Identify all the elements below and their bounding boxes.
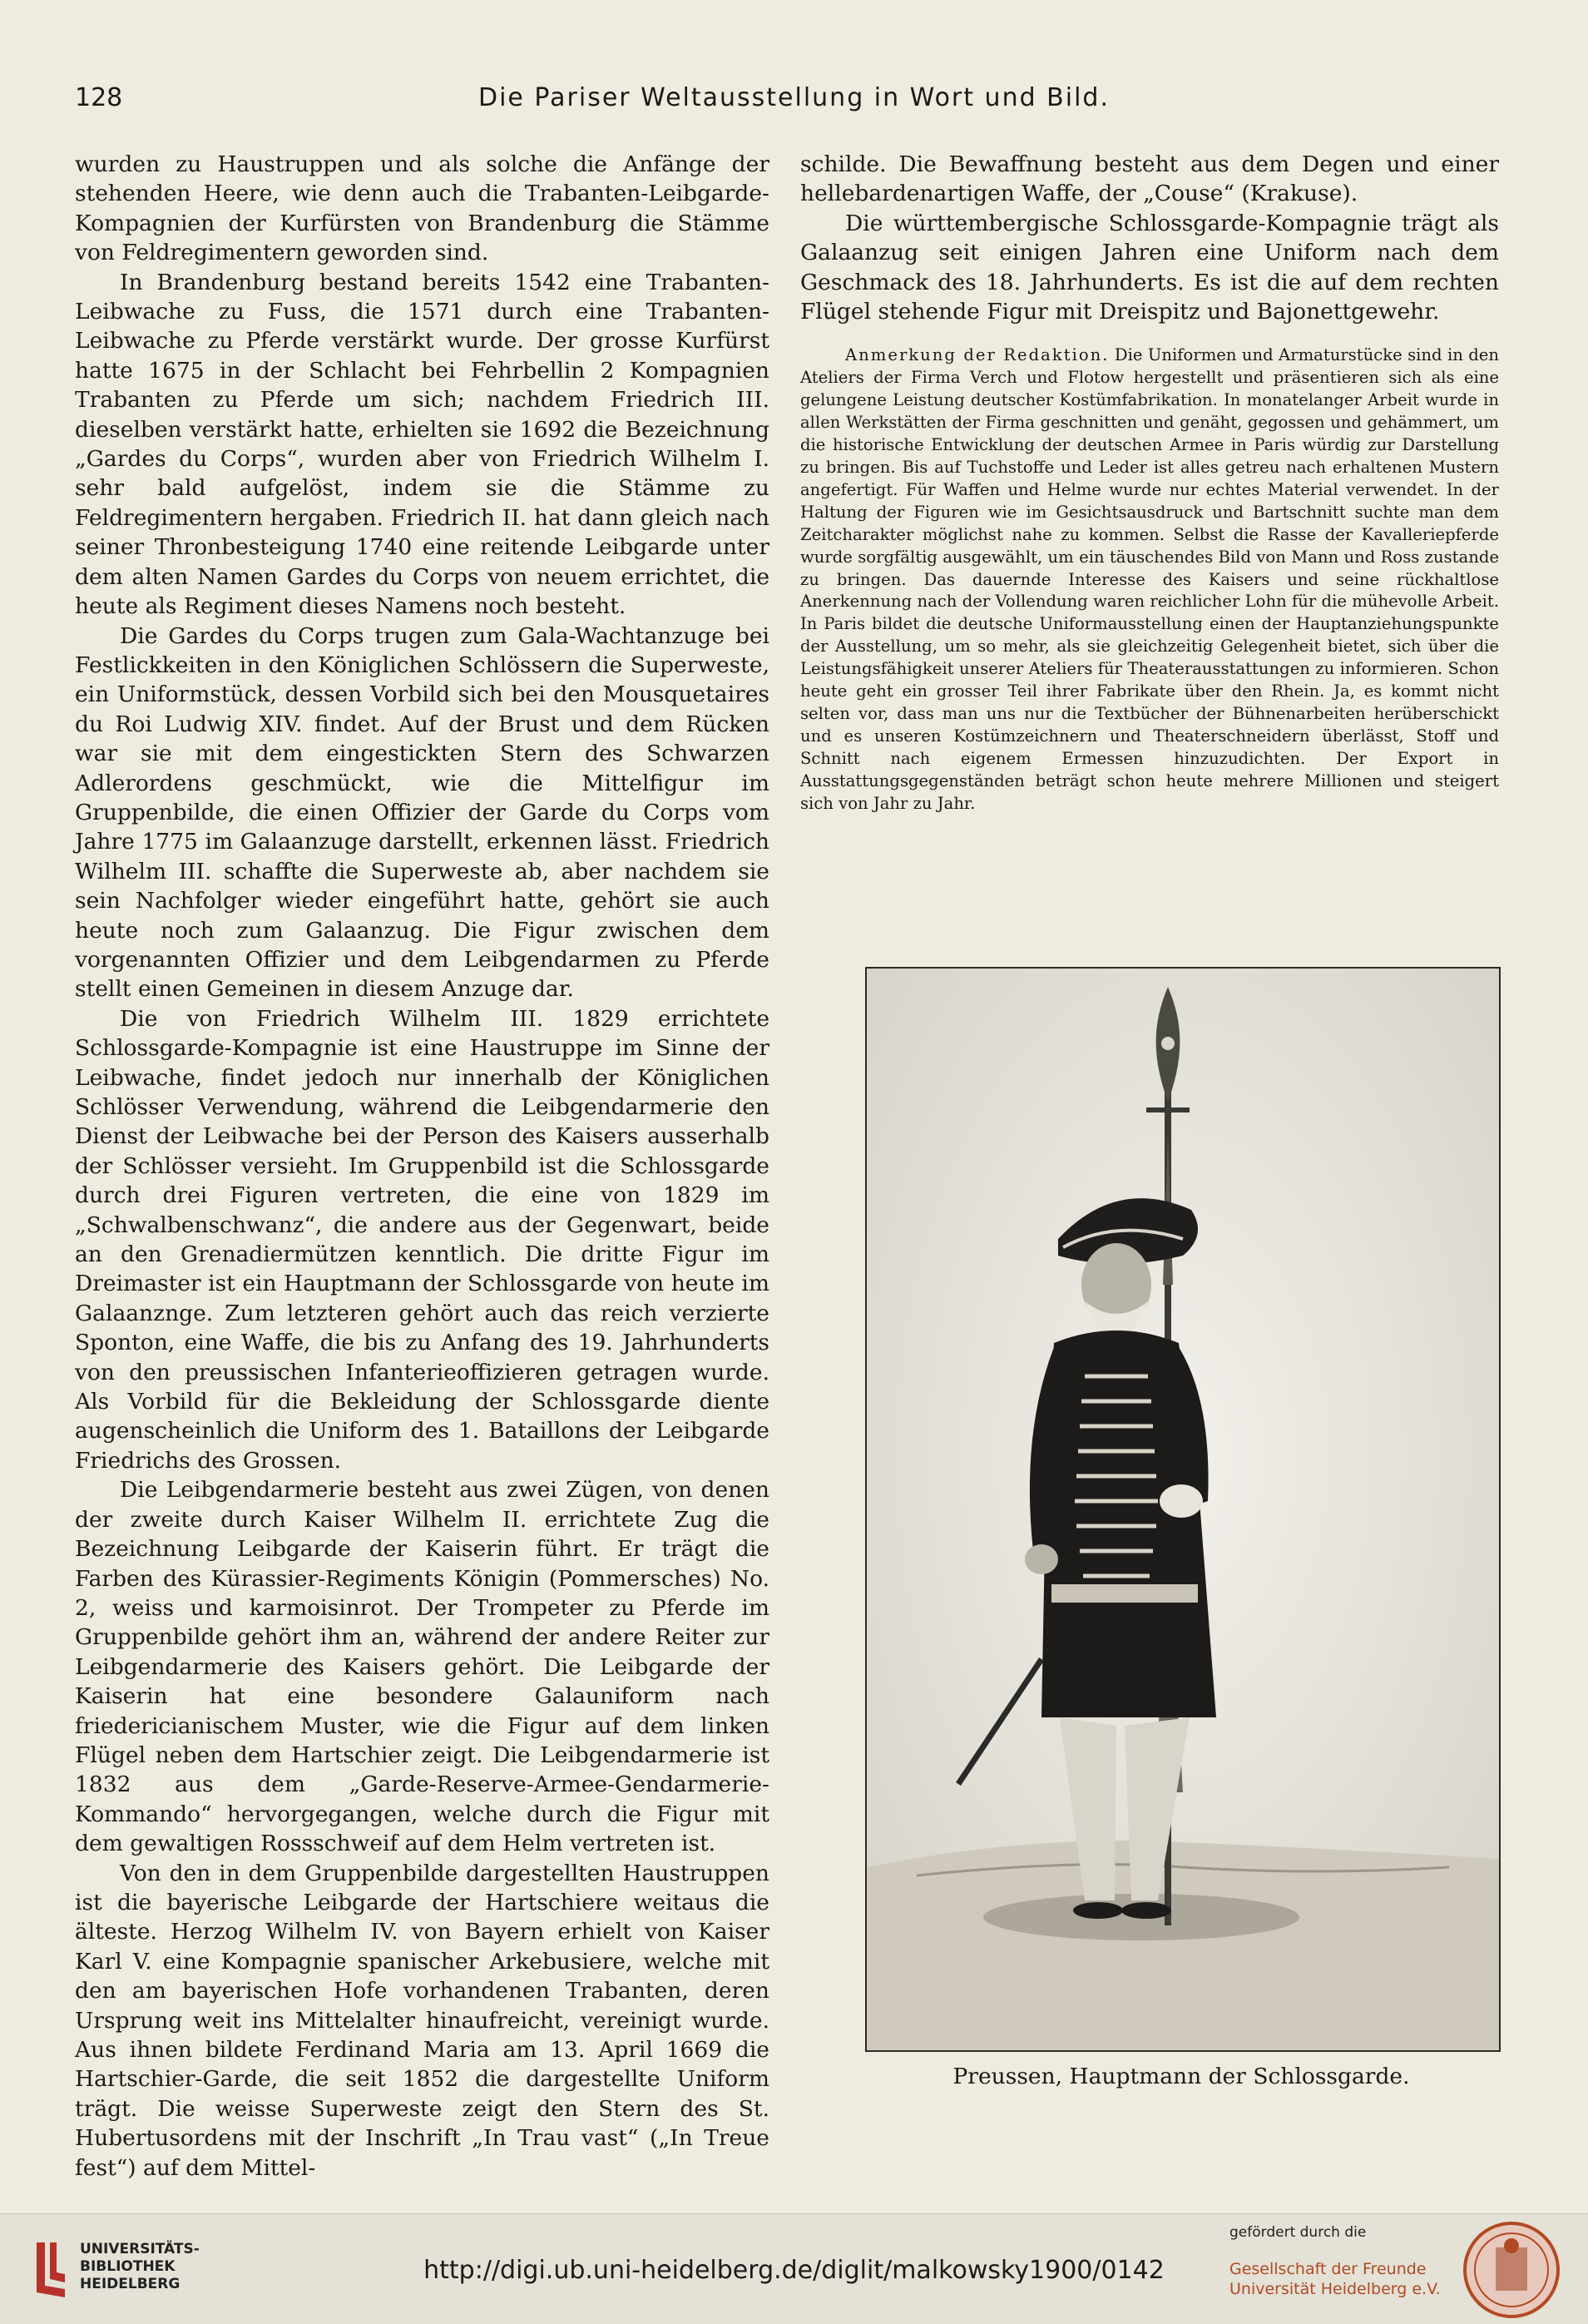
paragraph: schilde. Die Bewaffnung besteht aus dem Degen und einer hellebardenartigen Waffe, der „Couse“ (Krakuse). [800,151,1499,207]
editorial-note [800,344,1499,815]
paragraph: Die Leibgendarmerie besteht aus zwei Zügen, von denen der zweite durch Kaiser Wilhelm II. errichtete Zug die Bezeichnung Leibgarde der Kaiserin führt. Er trägt die Farben des Kürassier-Regiments Königin (Pommersches) No. 2, weiss und karmoisinrot. Der Trompeter zu Pferde im Gruppenbilde gehört ihm an, während der andere Reiter zur Leibgendarmerie des Kaisers gehört. Die Leibgarde der Kaiserin hat eine besondere Galauniform nach friedericianischem Muster, wie die Figur auf dem linken Flügel neben dem Hartschier zeigt. Die Leibgendarmerie ist 1832 aus dem „Garde-Reserve-Armee-Gendarmerie-Kommando“ hervorgegangen, welche durch die Figur mit dem gewaltigen Rossschweif auf dem Helm vertreten ist. [75,1477,769,1857]
right-column [800,150,1499,815]
left-column [75,150,769,2183]
guard-captain-illustration [867,969,1499,2050]
paragraph: Die Gardes du Corps trugen zum Gala-Wachtanzuge bei Festlickkeiten in den Königlichen Schlössern die Superweste, ein Uniformstück, dessen Vorbild sich bei den Mousquetaires du Roi Ludwig XIV. findet. Auf der Brust und dem Rücken war sie mit dem eingestickten Stern des Schwarzen Adlerordens geschmückt, wie die Mittelfigur im Gruppenbilde, die einen Offizier der Garde du Corps vom Jahre 1775 im Galaanzuge darstellt, erkennen lässt. Friedrich Wilhelm III. schaffte die Superweste ab, aber nachdem sie sein Nachfolger wieder eingeführt hatte, gehört sie auch heute noch zum Galaanzug. Die Figur zwischen dem vorgenannten Offizier und dem Leibgendarmen zu Pferde stellt einen Gemeinen in diesem Anzuge dar. [75,622,769,1003]
note-text: Die Uniformen und Armaturstücke sind in den Ateliers der Firma Verch und Flotow hergestellt und präsentieren sich als eine gelungene Leistung deutscher Kostümfabrikation. In monatelanger Arbeit wurde in allen Werkstätten der Firma geschnitten und genäht, gegossen und gehämmert, um die historische Entwicklung der deutschen Armee in Paris würdig zur Darstellung zu bringen. Bis auf Tuchstoffe und Leder ist alles getreu nach erhaltenen Mustern angefertigt. Für Waffen und Helme wurde nur echtes Material verwendet. In der Haltung der Figuren wie im Gesichtsausdruck und Bartschnitt suchte man dem Zeitcharakter möglichst nahe zu kommen. Selbst die Rasse der Kavalleriepferde wurde sorgfältig ausgewählt, um ein täuschendes Bild von Mann und Ross zustande zu bringen. Das dauernde Interesse des Kaisers und seine rückhaltlose Anerkennung nach der Vollendung waren reichlicher Lohn für die mühevolle Arbeit. In Paris bildet die deutsche Uniformausstellung einen der Hauptanziehungspunkte der Ausstellung, um so mehr, als sie gleichzeitig Gelegenheit bietet, sich über die Leistungsfähigkeit unserer Ateliers für Theaterausstattungen zu informieren. Schon heute geht ein grosser Teil ihrer Fabrikate über den Rhein. Ja, es kommt nicht selten vor, dass man uns nur die Textbücher der Bühnenarbeiten herüberschickt und es unseren Kostümzeichnern und Theaterschneidern überlässt, Stoff und Schnitt nach eigenem Ermessen hinzuzudichten. Der Export in Ausstattungsgegenständen beträgt schon heute mehrere Millionen und steigert sich von Jahr zu Jahr. [800,345,1500,813]
running-title: Die Pariser Weltausstellung in Wort und Bild. [477,83,1110,112]
library-name: UNIVERSITÄTS- BIBLIOTHEK HEIDELBERG [80,2241,200,2292]
figure-caption: Preussen, Hauptmann der Schlossgarde. [952,2064,1410,2089]
university-seal-icon [1462,2221,1561,2319]
paragraph: In Brandenburg bestand bereits 1542 eine Trabanten-Leibwache zu Fuss, die 1571 durch eine Trabanten-Leibwache zu Pferde verstärkt wurde. Der grosse Kurfürst hatte 1675 in der Schlacht bei Fehrbellin 2 Kompagnien Trabanten zu Pferde um sich; nachdem Friedrich III. dieselben verstärkt hatte, erhielten sie 1692 die Bezeichnung „Gardes du Corps“, wurden aber von Friedrich Wilhelm I. sehr bald aufgelöst, indem sie die Stämme zu Feldregimentern hergaben. Friedrich II. hat dann gleich nach seiner Thronbesteigung 1740 eine reitende Leibgarde unter dem alten Namen Gardes du Corps von neuem errichtet, die heute als Regiment dieses Namens noch besteht. [75,269,769,620]
source-url[interactable]: http://digi.ub.uni-heidelberg.de/diglit/malkowsky1900/0142 [423,2256,1165,2285]
right-column-text [800,150,1499,326]
paragraph: Die württembergische Schlossgarde-Kompagnie trägt als Galaanzug seit einigen Jahren eine Uniform nach dem Geschmack des 18. Jahrhunderts. Es ist die auf dem rechten Flügel stehende Figur mit Dreispitz und Bajonettgewehr. [800,210,1499,325]
page-header [75,83,1513,125]
support-text: gefördert durch die [1229,2224,1367,2241]
digitization-footer [0,2213,1588,2324]
figure-photo [865,967,1501,2052]
society-name: Gesellschaft der Freunde Universität Heidelberg e.V. [1229,2260,1441,2298]
paragraph: wurden zu Haustruppen und als solche die Anfänge der stehenden Heere, wie denn auch die Trabanten-Leibgarde-Kompagnien der Kurfürsten von Brandenburg die Stämme von Feldregimentern geworden sind. [75,151,769,266]
paragraph: Die von Friedrich Wilhelm III. 1829 errichtete Schlossgarde-Kompagnie ist eine Haustruppe im Sinne der Leibwache, findet jedoch nur innerhalb der Königlichen Schlösser Verwendung, während die Leibgendarmerie den Dienst der Leibwache bei der Person des Kaisers ausserhalb der Schlösser versieht. Im Gruppenbild ist die Schlossgarde durch drei Figuren vertreten, die eine von 1829 im „Schwalbenschwanz“, die andere aus der Gegenwart, beide an den Grenadiermützen kenntlich. Die dritte Figur im Dreimaster ist ein Hauptmann der Schlossgarde von heute im Galaanznge. Zum letzteren gehört auch das reich verzierte Sponton, eine Waffe, die bis zu Anfang des 19. Jahrhunderts von den preussischen Infanterieoffizieren getragen wurde. Als Vorbild für die Bekleidung der Schlossgarde diente augenscheinlich die Uniform des 1. Bataillons der Leibgarde Friedrichs des Grossen. [75,1005,769,1474]
paragraph: Von den in dem Gruppenbilde dargestellten Haustruppen ist die bayerische Leibgarde der Hartschiere weitaus die älteste. Herzog Wilhelm IV. von Bayern erhielt von Kaiser Karl V. eine Kompagnie spanischer Arkebusiere, welche mit den am bayerischen Hofe vorhandenen Trabanten, deren Ursprung weit ins Mittelalter hinaufreicht, vereinigt wurde. Aus ihnen bildete Ferdinand Maria am 13. April 1669 die Hartschier-Garde, die seit 1852 die dargestellte Uniform trägt. Die weisse Superweste zeigt den Stern des St. Hubertusordens mit der Inschrift „In Trau vast“ („In Treue fest“) auf dem Mittel- [75,1860,769,2181]
note-label: Anmerkung der Redaktion. [845,345,1110,365]
page-number: 128 [75,83,123,112]
